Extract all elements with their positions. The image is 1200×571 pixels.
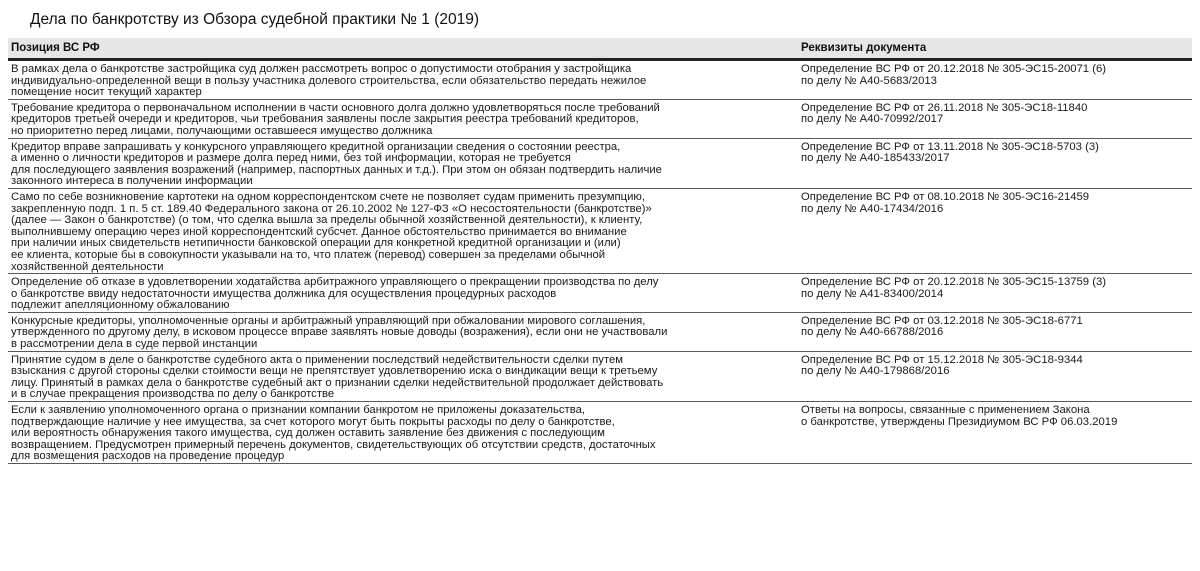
details-cell: Ответы на вопросы, связанные с применением Закона о банкротстве, утверждены Президиумом ВС РФ 06.03.2019 — [801, 404, 1118, 428]
column-header-position: Позиция ВС РФ — [11, 42, 100, 54]
table-body — [8, 61, 1192, 464]
page-title: Дела по банкротству из Обзора судебной практики № 1 (2019) — [30, 11, 480, 28]
details-cell: Определение ВС РФ от 03.12.2018 № 305-ЭС18-6771 по делу № А40-66788/2016 — [801, 314, 1083, 339]
details-cell: Определение ВС РФ от 26.11.2018 № 305-ЭС18-11840 по делу № А40-70992/2017 — [801, 101, 1088, 126]
document-page — [8, 0, 1192, 464]
position-cell: Конкурсные кредиторы, уполномоченные органы и арбитражный управляющий при обжаловании мирового соглашения, утвержденного по другому делу, в исковом процессе вправе заявлять новые доводы (возражения), если они не участвовали в рассмотрении дела в суде первой инстанции — [11, 314, 668, 351]
position-cell: Если к заявлению уполномоченного органа о признании компании банкротом не приложены доказательства, подтверждающие наличие у нее имущества, за счет которого могут быть покрыты расходы по делу о банкротстве, или вероятность обнаружения такого имущества, суд должен оставить заявление без движения с последующим возвращением. Предусмотрен примерный перечень документов, свидетельствующих об отсутствии средств, достаточных для возмещения расходов на проведение процедур — [11, 404, 656, 463]
details-cell: Определение ВС РФ от 20.12.2018 № 305-ЭС15-20071 (6) по делу № А40-5683/2013 — [801, 63, 1107, 87]
position-cell: Определение об отказе в удовлетворении ходатайства арбитражного управляющего о прекращении производства по делу о банкротстве ввиду недостаточности имущества должника для осуществления процедурных расходов подлежит апелляционному обжалованию — [11, 276, 659, 312]
details-cell: Определение ВС РФ от 15.12.2018 № 305-ЭС18-9344 по делу № А40-179868/2016 — [801, 353, 1083, 378]
table-row — [8, 352, 1192, 402]
position-cell: Принятие судом в деле о банкротстве судебного акта о применении последствий недействительности сделки путем взыскания с другой стороны сделки стоимости вещи не препятствует удовлетворению иска о виндикации вещи к третьему лицу. Принятый в рамках дела о банкротстве судебный акт о признании сделки недействительной продолжает действовать и в случае прекращения производства по делу о банкротстве — [11, 353, 664, 401]
table-row — [8, 100, 1192, 139]
table-row — [8, 189, 1192, 274]
position-cell: Требование кредитора о первоначальном исполнении в части основного долга должно удовлетворяться после требований кредиторов третьей очереди и кредиторов, чьи требования заявлены после закрытия реестра требований кредиторов, но приоритетно перед лицами, получающими оставшееся имущество должника — [11, 101, 660, 137]
position-cell: В рамках дела о банкротстве застройщика суд должен рассмотреть вопрос о допустимости отобрания у застройщика индивидуально-определенной вещи в пользу участника долевого строительства, если обязательство передать нежилое помещение носит текущий характер — [11, 63, 647, 99]
table-header — [8, 38, 1192, 58]
column-header-details: Реквизиты документа — [801, 42, 927, 54]
table-row — [8, 139, 1192, 189]
position-cell: Кредитор вправе запрашивать у конкурсного управляющего кредитной организации сведения о состоянии реестра, а именно о личности кредиторов и размере долга перед ними, без той информации, которая не требуется для последующего заявления возражений (например, паспортных данных и т.д.). При этом он обязан подтвердить наличие законного интереса в получении информации — [11, 140, 662, 188]
table-row — [8, 61, 1192, 100]
table-row — [8, 313, 1192, 352]
table-row — [8, 274, 1192, 313]
table-row — [8, 402, 1192, 464]
details-cell: Определение ВС РФ от 08.10.2018 № 305-ЭС16-21459 по делу № А40-17434/2016 — [801, 190, 1090, 215]
details-cell: Определение ВС РФ от 13.11.2018 № 305-ЭС18-5703 (3) по делу № А40-185433/2017 — [801, 140, 1099, 165]
details-cell: Определение ВС РФ от 20.12.2018 № 305-ЭС15-13759 (3) по делу № А41-83400/2014 — [801, 276, 1107, 300]
position-cell: Само по себе возникновение картотеки на одном корреспондентском счете не позволяет судам применить презумпцию, закрепленную подп. 1 п. 5 ст. 189.40 Федерального закона от 26.10.2002 № 127-ФЗ «О несостоятельности (банкротстве)» (далее — Закон о банкротстве) (о том, что сделка вышла за пределы обычной хозяйственной деятельности), к клиенту, выполнившему операцию через иной корреспондентский субсчет. Данное обстоятельство принимается во внимание при наличии иных свидетельств нетипичности банковской операции для конкретной кредитной организации и (или) ее клиента, которые бы в совокупности указывали на то, что платеж (перевод) совершен за пределами обычной хозяйственной деятельности — [11, 190, 652, 273]
